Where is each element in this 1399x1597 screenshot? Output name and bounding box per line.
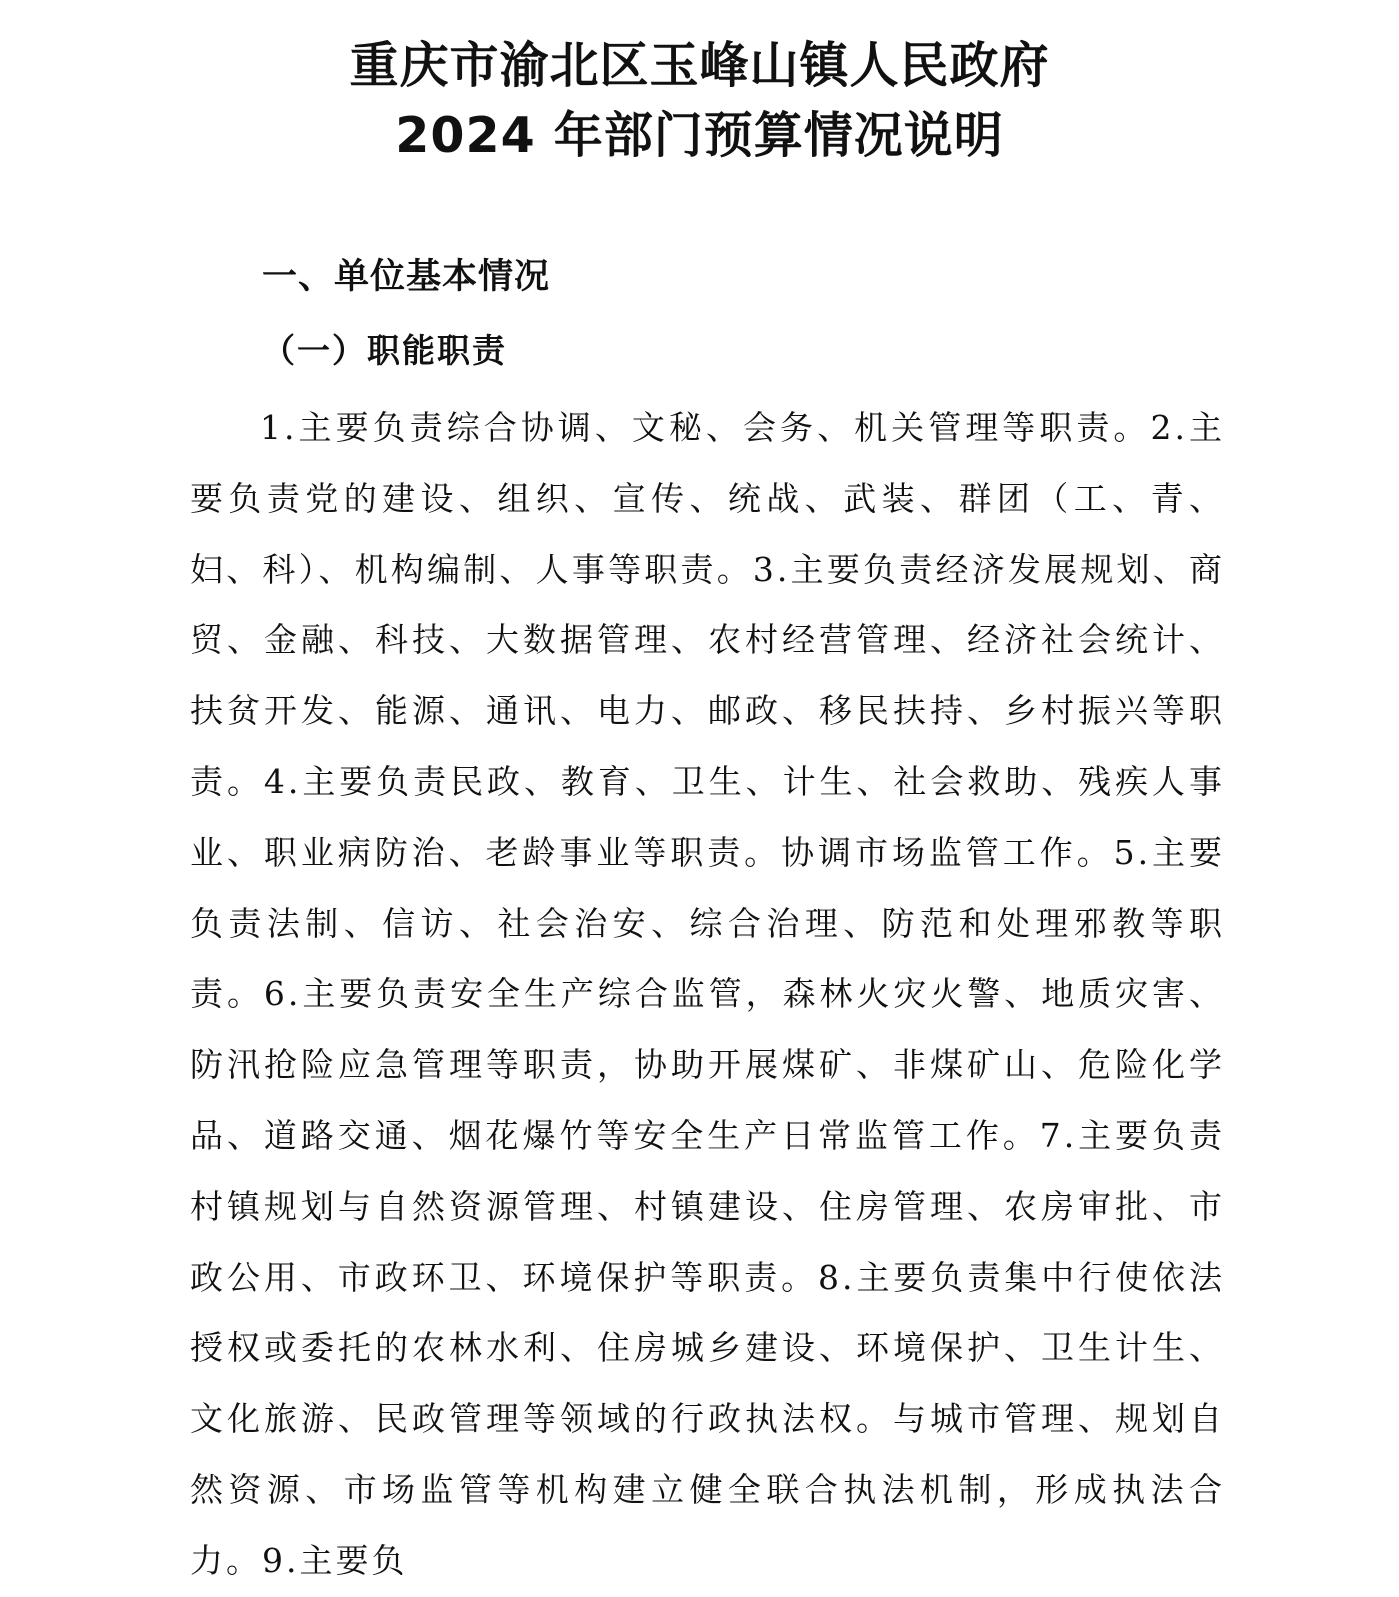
section-heading-unit-basic-info: 一、单位基本情况 [262, 257, 551, 298]
document-title-line-2: 2024 年部门预算情况说明 [395, 106, 1004, 164]
subsection-heading-functions: （一）职能职责 [262, 331, 507, 370]
document-title-line-1: 重庆市渝北区玉峰山镇人民政府 [349, 36, 1050, 94]
functions-paragraph: 1.主要负责综合协调、文秘、会务、机关管理等职责。2.主要负责党的建设、组织、宣传、统战、武装、群团（工、青、妇、科）、机构编制、人事等职责。3.主要负责经济发展规划、商贸、金融、科技、大数据管理、农村经营管理、经济社会统计、扶贫开发、能源、通讯、电力、邮政、移民扶持、乡村振兴等职责。4.主要负责民政、教育、卫生、计生、社会救助、残疾人事业、职业病防治、老龄事业等职责。协调市场监管工作。5.主要负责法制、信访、社会治安、综合治理、防范和处理邪教等职责。6.主要负责安全生产综合监管，森林火灾火警、地质灾害、防汛抢险应急管理等职责，协助开展煤矿、非煤矿山、危险化学品、道路交通、烟花爆竹等安全生产日常监管工作。7.主要负责村镇规划与自然资源管理、村镇建设、住房管理、农房审批、市政公用、市政环卫、环境保护等职责。8.主要负责集中行使依法授权或委托的农林水利、住房城乡建设、环境保护、卫生计生、文化旅游、民政管理等领域的行政执法权。与城市管理、规划自然资源、市场监管等机构建立健全联合执法机制，形成执法合力。9.主要负 [190, 408, 1225, 1580]
